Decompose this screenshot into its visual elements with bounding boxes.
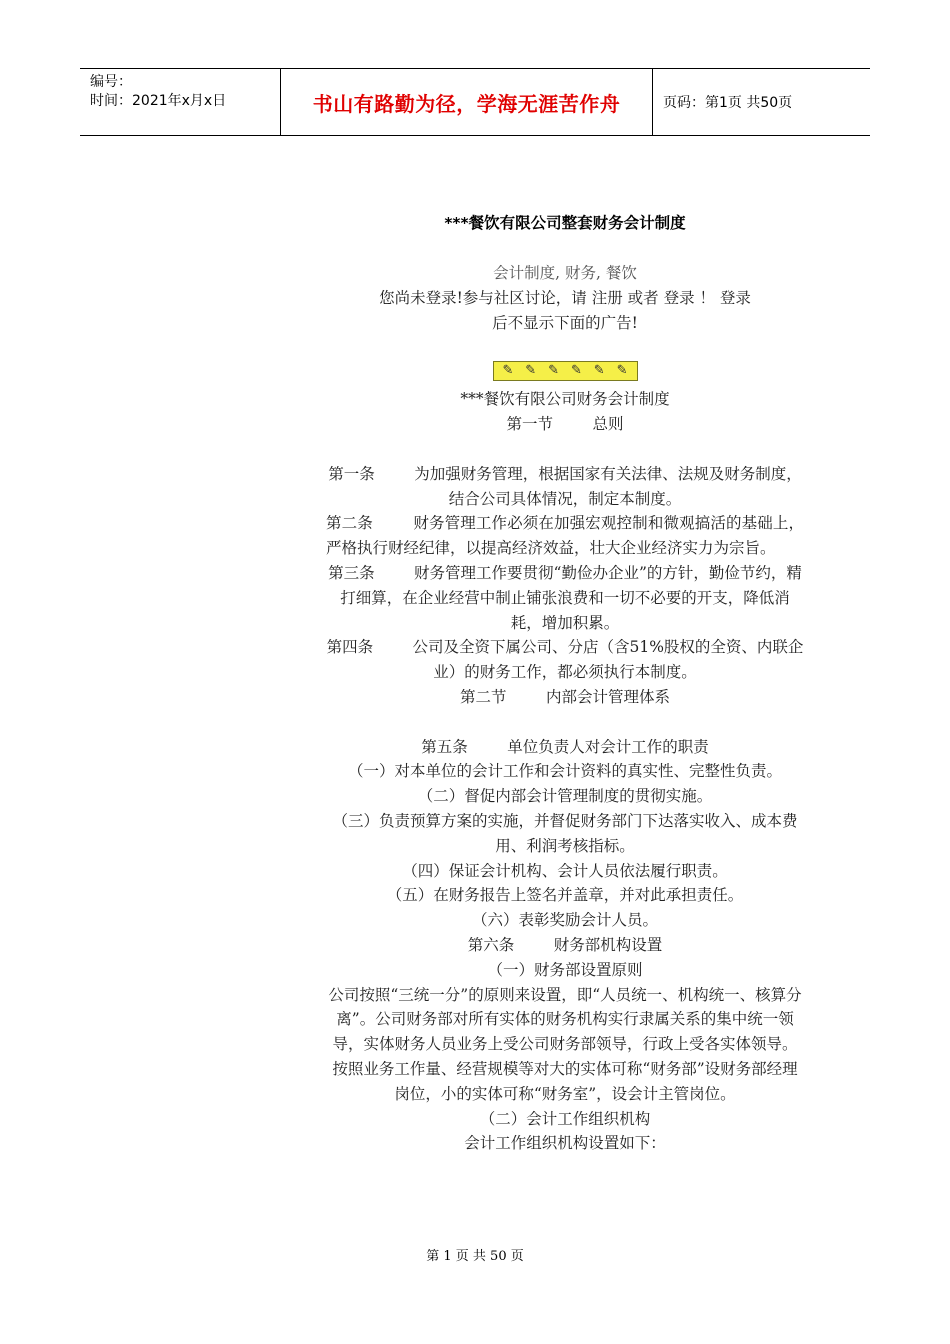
number-label: 编号： [90,74,132,90]
article-6: 第六条 财务部机构设置 [467,935,663,954]
article-3: 第三条 财务管理工作要贯彻“勤俭办企业”的方针，勤俭节约，精打细算，在企业经营中制止铺张浪费和一切不必要的开支，降低消耗，增加积累。 [328,563,802,632]
section-heading-2: 第二节 内部会计管理体系 [460,687,670,706]
pencil-icon: ✎ [616,363,628,379]
article-5-item-1: （一）对本单位的会计工作和会计资料的真实性、完整性负责。 [347,762,782,781]
time-label: 时间：2021年x月x日 [90,93,227,109]
article-6-item-2-text: 会计工作组织机构设置如下： [464,1134,666,1153]
pencil-icon: ✎ [502,363,514,379]
article-2: 第二条 财务管理工作必须在加强宏观控制和微观搞活的基础上，严格执行财经纪律，以提高经济效益，壮大企业经济实力为宗旨。 [326,514,804,558]
motto: 书山有路勤为径，学海无涯苦作舟 [281,69,653,135]
article-5: 第五条 单位负责人对会计工作的职责 [421,737,709,756]
document-title: ***餐饮有限公司整套财务会计制度 [444,214,686,232]
section-heading-1: 第一节 总则 [506,415,624,434]
article-6-item-1-text: 公司按照“三统一分”的原则来设置，即“人员统一、机构统一、核算分离”。公司财务部对所有实体的财务机构实行隶属关系的集中统一领导，实体财务人员业务上受公司财务部领导，行政上受各实体领导。按照业务工作量、经营规模等对大的实体可称“财务部”设财务部经理岗位，小的实体可称“财务室”，设会计主管岗位。 [328,985,802,1103]
pencil-icon: ✎ [525,363,537,379]
badge-box [493,361,638,381]
article-6-item-1: （一）财务部设置原则 [487,960,643,979]
header-left-cell [80,69,281,135]
article-1: 第一条 为加强财务管理，根据国家有关法律、法规及财务制度，结合公司具体情况，制定本制度。 [328,464,802,508]
sub-title: ***餐饮有限公司财务会计制度 [460,390,670,409]
page-footer: 第 1 页 共 50 页 [426,1249,524,1264]
article-5-item-6: （六）表彰奖励会计人员。 [471,911,658,930]
login-notice-line-2: 后不显示下面的广告! [492,313,638,332]
pencil-icon: ✎ [593,363,605,379]
login-notice-line-1: 您尚未登录!参与社区讨论，请 注册 或者 登录 ！ 登录 [379,288,751,307]
article-5-item-2: （二）督促内部会计管理制度的贯彻实施。 [417,787,713,806]
pencil-icon: ✎ [548,363,560,379]
article-4: 第四条 公司及全资下属公司、分店（含51%股权的全资、内联企业）的财务工作，都必须执行本制度。 [326,638,804,682]
page-code: 页码：第1页 共50页 [663,95,793,111]
tags: 会计制度, 财务, 餐饮 [493,264,637,282]
article-5-item-5: （五）在财务报告上签名并盖章，并对此承担责任。 [386,886,744,905]
header-table [80,68,870,136]
document-body [326,205,804,1156]
article-5-item-3: （三）负责预算方案的实施，并督促财务部门下达落实收入、成本费用、利润考核指标。 [332,811,798,855]
pencil-icon: ✎ [570,363,582,379]
article-5-item-4: （四）保证会计机构、会计人员依法履行职责。 [402,861,728,880]
badge-strip [326,361,804,383]
article-6-item-2: （二）会计工作组织机构 [479,1109,651,1128]
